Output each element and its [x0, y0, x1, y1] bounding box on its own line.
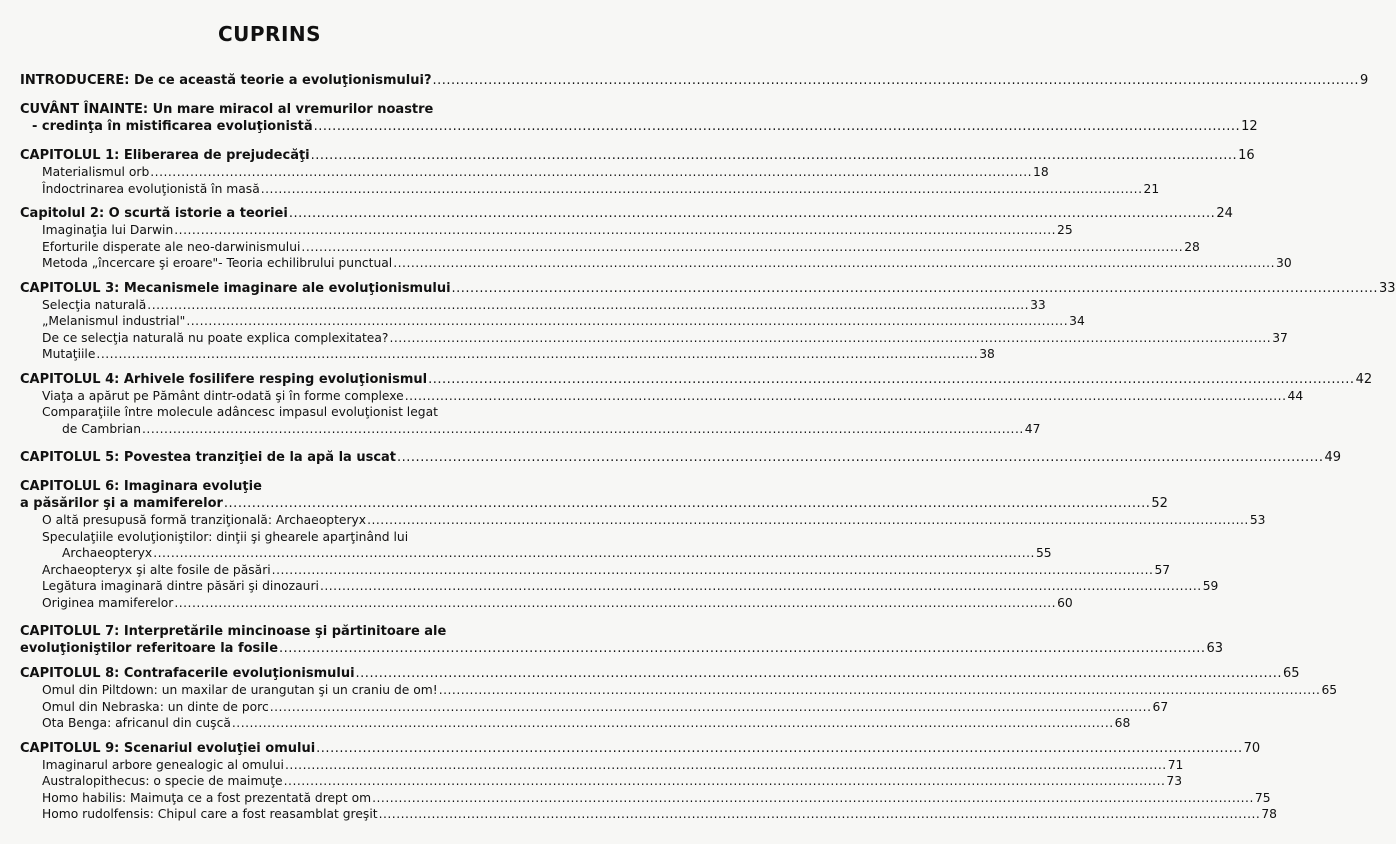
- entry-page: 47: [1024, 421, 1041, 436]
- entry-page: 68: [1114, 716, 1131, 730]
- entry-title: Eforturile disperate ale neo-darwinismului: [42, 239, 301, 254]
- toc-entry-cont[interactable]: [20, 545, 1052, 562]
- entry-title-cont: a păsărilor şi a mamiferelor: [20, 496, 223, 511]
- entry-title: Selecţia naturală: [42, 297, 147, 312]
- toc-chapter-3[interactable]: [20, 280, 1396, 297]
- entry-title: CAPITOLUL 3: Mecanismele imaginare ale evoluţionismului: [20, 280, 451, 296]
- entry-title: Capitolul 2: O scurtă istorie a teoriei: [20, 206, 288, 221]
- entry-page: 33: [1379, 280, 1396, 296]
- entry-title-cont: de Cambrian: [62, 421, 141, 436]
- entry-page: 55: [1035, 546, 1052, 560]
- page-title: CUPRINS: [217, 22, 322, 46]
- entry-title: Speculaţiile evoluţioniştilor: dinţii şi ghearele aparţinând lui: [42, 529, 409, 544]
- entry-page: 24: [1216, 206, 1233, 221]
- toc-entry[interactable]: [20, 404, 520, 421]
- toc-entry[interactable]: [20, 595, 1073, 612]
- entry-title: CAPITOLUL 5: Povestea tranziţiei de la apă la uscat: [20, 450, 397, 465]
- table-of-contents: [20, 72, 1396, 823]
- toc-entry[interactable]: [20, 313, 1085, 330]
- entry-page: 16: [1238, 148, 1255, 163]
- entry-title: CAPITOLUL 8: Contrafacerile evoluţionismului: [20, 666, 355, 681]
- entry-title-cont: evoluţioniştilor referitoare la fosile: [20, 641, 279, 656]
- entry-page: 21: [1143, 181, 1160, 196]
- toc-chapter-7[interactable]: [20, 623, 520, 640]
- toc-entry[interactable]: [20, 512, 1266, 529]
- toc-entry-cuvant-inainte[interactable]: [20, 101, 520, 118]
- entry-page: 44: [1287, 388, 1304, 403]
- entry-title: CAPITOLUL 1: Eliberarea de prejudecăţi: [20, 148, 310, 163]
- toc-entry[interactable]: [20, 181, 1160, 198]
- entry-page: 53: [1249, 513, 1266, 527]
- toc-entry[interactable]: [20, 297, 1046, 314]
- entry-title: O altă presupusă formă tranziţională: Archaeopteryx: [42, 513, 367, 527]
- entry-title: Comparaţiile între molecule adâncesc impasul evoluţionist legat: [42, 405, 438, 419]
- toc-entry[interactable]: [20, 164, 1049, 181]
- entry-page: 52: [1151, 496, 1168, 511]
- entry-title-cont: - credinţa în mistificarea evoluţionistă: [32, 119, 313, 134]
- toc-chapter-8[interactable]: [20, 665, 1300, 682]
- entry-title: Imaginaţia lui Darwin: [42, 223, 174, 237]
- entry-title: CAPITOLUL 4: Arhivele fosilifere resping evoluţionismul: [20, 371, 428, 387]
- toc-entry[interactable]: [20, 699, 1169, 716]
- toc-chapter-7-cont[interactable]: [20, 640, 1224, 657]
- entry-page: 78: [1261, 807, 1277, 821]
- toc-entry[interactable]: [20, 715, 1131, 732]
- entry-title: CAPITOLUL 9: Scenariul evoluţiei omului: [20, 740, 316, 756]
- entry-page: 75: [1254, 790, 1271, 805]
- entry-title-cont: Archaeopteryx: [62, 546, 153, 560]
- entry-title: Materialismul orb: [42, 165, 150, 179]
- entry-page: 65: [1321, 683, 1338, 697]
- entry-title: Îndoctrinarea evoluţionistă în masă: [42, 181, 260, 196]
- entry-page: 71: [1167, 757, 1184, 772]
- toc-chapter-6[interactable]: [20, 478, 520, 495]
- entry-title: Homo habilis: Maimuţa ce a fost prezentată drept om: [42, 790, 372, 805]
- entry-page: 42: [1355, 371, 1373, 387]
- toc-entry[interactable]: [20, 529, 520, 546]
- toc-entry[interactable]: [20, 578, 1219, 595]
- toc-entry[interactable]: [20, 239, 1200, 256]
- entry-title: Ota Benga: africanul din cuşcă: [42, 716, 231, 730]
- entry-page: 67: [1152, 699, 1169, 714]
- entry-page: 60: [1057, 595, 1073, 610]
- entry-title: „Melanismul industrial": [42, 314, 186, 328]
- entry-page: 28: [1184, 239, 1200, 254]
- entry-title: Australopithecus: o specie de maimuţe: [42, 774, 283, 788]
- entry-title: Metoda „încercare şi eroare"- Teoria echilibrului punctual: [42, 256, 393, 270]
- entry-page: 25: [1057, 223, 1073, 237]
- toc-chapter-2[interactable]: [20, 205, 1233, 222]
- toc-entry[interactable]: [20, 222, 1073, 239]
- toc-entry[interactable]: [20, 346, 995, 363]
- toc-entry[interactable]: [20, 773, 1183, 790]
- entry-page: 57: [1154, 562, 1171, 577]
- entry-title: CAPITOLUL 6: Imaginara evoluţie: [20, 479, 262, 494]
- toc-entry[interactable]: [20, 330, 1288, 347]
- entry-page: 63: [1206, 641, 1224, 656]
- toc-chapter-5[interactable]: [20, 449, 1342, 466]
- entry-page: 38: [979, 347, 995, 361]
- entry-title: Viaţa a apărut pe Pământ dintr-odată şi în forme complexe: [42, 388, 404, 403]
- toc-chapter-4[interactable]: [20, 371, 1373, 388]
- toc-entry-cont[interactable]: [20, 421, 1041, 438]
- toc-entry[interactable]: [20, 562, 1171, 579]
- entry-title: Archaeopteryx şi alte fosile de păsări: [42, 562, 271, 577]
- entry-page: 73: [1166, 774, 1183, 788]
- entry-page: 49: [1324, 450, 1342, 465]
- entry-page: 33: [1030, 297, 1046, 312]
- entry-page: 12: [1241, 119, 1258, 134]
- entry-page: 34: [1069, 314, 1085, 328]
- entry-title: Legătura imaginară dintre păsări şi dinozauri: [42, 579, 319, 593]
- toc-chapter-6-cont[interactable]: [20, 495, 1168, 512]
- entry-title: Originea mamiferelor: [42, 595, 174, 610]
- toc-entry[interactable]: [20, 806, 1277, 823]
- entry-title: Mutaţiile: [42, 347, 96, 361]
- toc-entry[interactable]: [20, 255, 1292, 272]
- entry-title: CAPITOLUL 7: Interpretările mincinoase şi părtinitoare ale: [20, 624, 447, 639]
- entry-title: De ce selecţia naturală nu poate explica complexitatea?: [42, 330, 389, 345]
- entry-title: Omul din Piltdown: un maxilar de urangutan şi un craniu de om!: [42, 683, 438, 697]
- entry-title: Homo rudolfensis: Chipul care a fost reasamblat greşit: [42, 807, 378, 821]
- toc-entry[interactable]: [20, 682, 1338, 699]
- entry-page: 59: [1202, 579, 1219, 593]
- toc-entry[interactable]: [20, 388, 1304, 405]
- entry-page: 30: [1276, 256, 1292, 270]
- entry-title: Omul din Nebraska: un dinte de porc: [42, 699, 269, 714]
- entry-page: 37: [1272, 330, 1288, 345]
- entry-title: CUVÂNT ÎNAINTE: Un mare miracol al vremurilor noastre: [20, 102, 434, 117]
- toc-chapter-9[interactable]: [20, 740, 1261, 757]
- toc-entry-cuvant-inainte-cont[interactable]: [20, 118, 1258, 135]
- entry-title: Imaginarul arbore genealogic al omului: [42, 757, 284, 772]
- toc-entry[interactable]: [20, 790, 1271, 807]
- entry-page: 9: [1359, 73, 1369, 88]
- toc-entry-introducere[interactable]: [20, 72, 1369, 89]
- toc-entry[interactable]: [20, 757, 1184, 774]
- entry-title: INTRODUCERE: De ce această teorie a evoluţionismului?: [20, 73, 432, 88]
- toc-chapter-1[interactable]: [20, 147, 1255, 164]
- entry-page: 18: [1033, 165, 1049, 179]
- entry-page: 70: [1243, 740, 1261, 756]
- entry-page: 65: [1283, 666, 1300, 681]
